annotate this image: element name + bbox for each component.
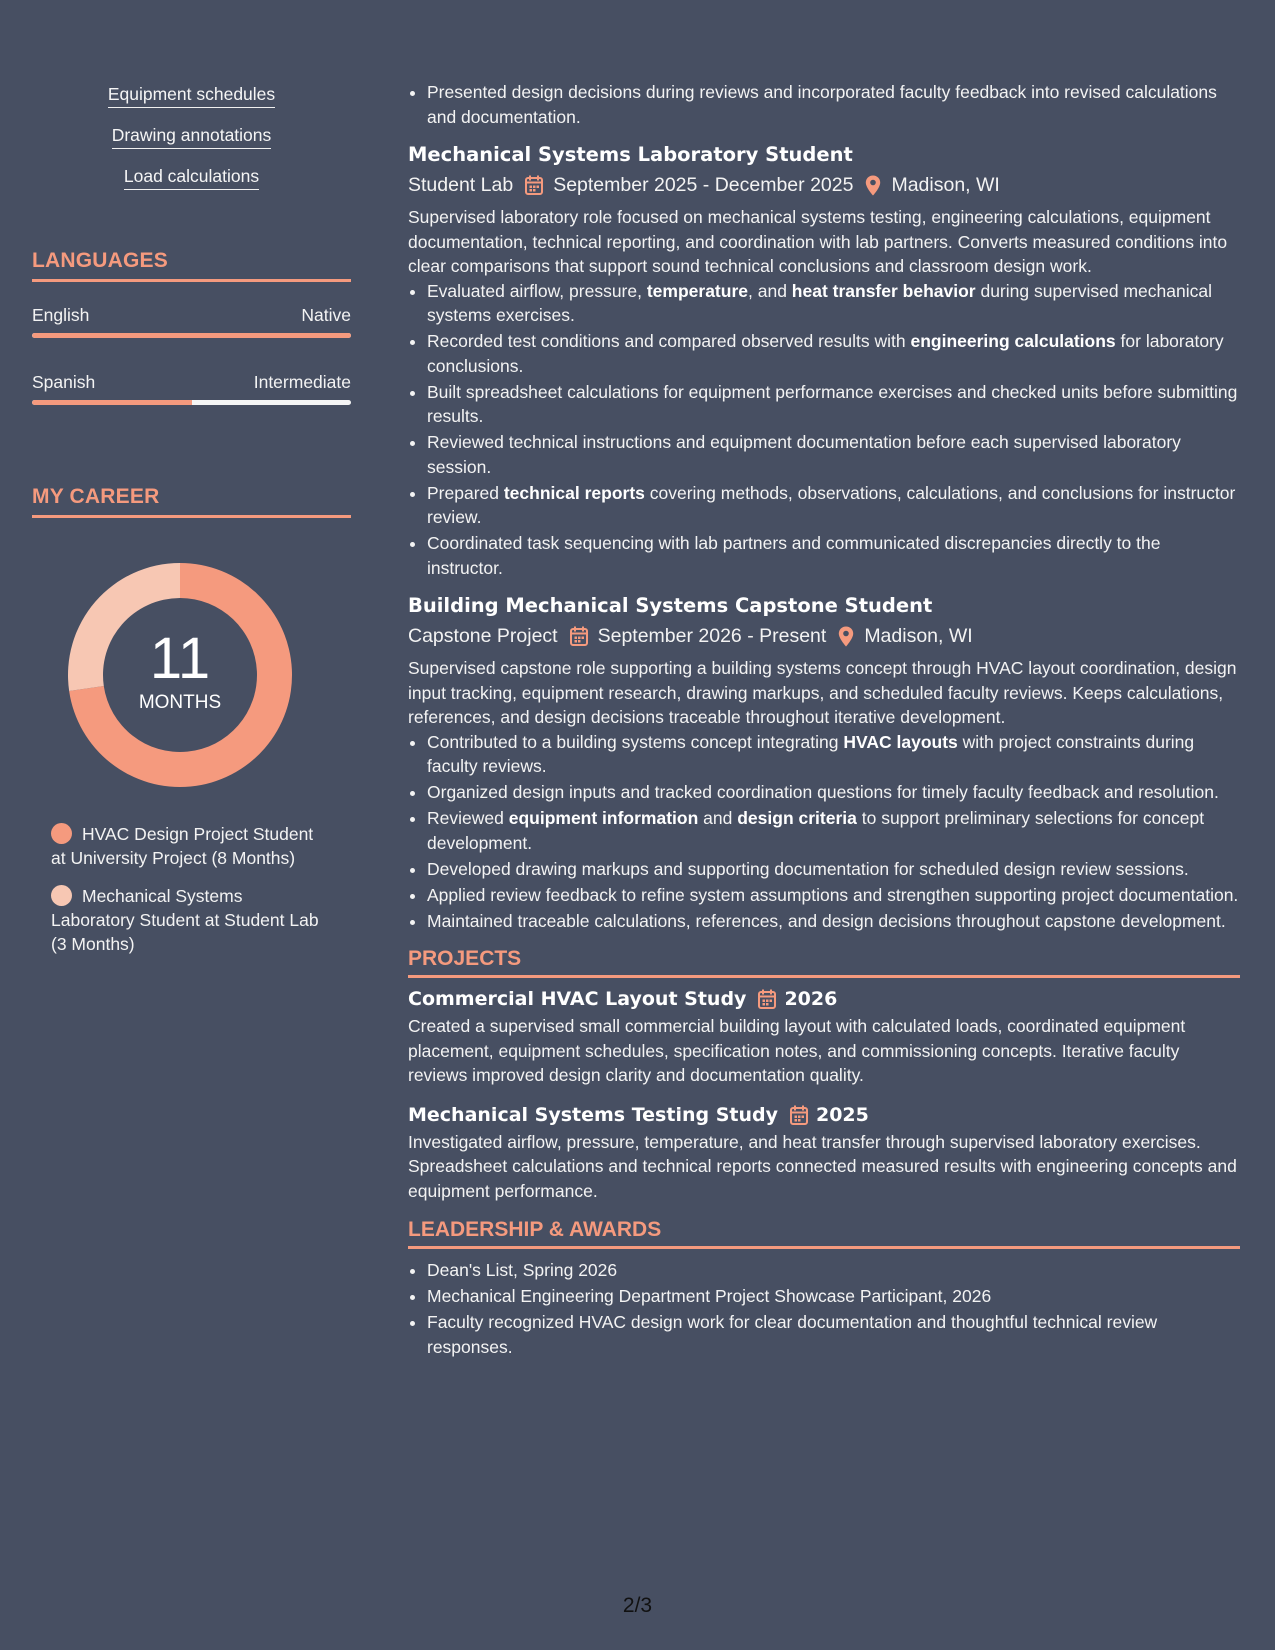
career-total-unit: MONTHS <box>138 692 222 713</box>
map-pin-icon <box>838 626 854 647</box>
career-legend <box>51 822 321 956</box>
sidebar <box>32 84 351 966</box>
skill-item: Load calculations <box>124 166 259 190</box>
job-bullets <box>408 730 1240 934</box>
language-item <box>32 305 351 338</box>
language-level: Native <box>301 305 351 325</box>
career-legend-item <box>51 884 321 956</box>
calendar-icon <box>570 626 588 646</box>
award-item: • Faculty recognized HVAC design work for clear documentation and thoughtful technical review responses. <box>427 1310 1240 1359</box>
awards-heading: LEADERSHIP & AWARDS <box>408 1218 1240 1249</box>
bullet-item: • Developed drawing markups and supporting documentation for scheduled design review sessions. <box>427 857 1240 882</box>
award-item: • Mechanical Engineering Department Project Showcase Participant, 2026 <box>427 1284 1240 1309</box>
job-dates: September 2025 - December 2025 <box>553 174 854 196</box>
job-organization: Student Lab <box>408 174 514 196</box>
career-legend-item <box>51 822 321 870</box>
job-meta <box>408 172 1240 198</box>
project-title-row <box>408 986 1240 1012</box>
career-donut-chart <box>65 560 295 790</box>
career-heading: MY CAREER <box>32 485 351 518</box>
project-title: Mechanical Systems Testing Study <box>408 1103 778 1126</box>
job-dates: September 2026 - Present <box>597 625 827 647</box>
language-level-bar <box>32 400 351 405</box>
map-pin-icon <box>865 175 881 196</box>
language-level-bar <box>32 333 351 338</box>
bullet-item: • Coordinated task sequencing with lab partners and communicated discrepancies directly to the instructor. <box>427 531 1240 580</box>
projects-heading: PROJECTS <box>408 947 1240 978</box>
bullet-item: • Recorded test conditions and compared observed results with engineering calculations for laboratory conclusions. <box>427 329 1240 378</box>
legend-dot <box>51 823 72 844</box>
job-description: Supervised laboratory role focused on mechanical systems testing, engineering calculations, equipment documentation, technical reporting, and coordination with lab partners. Converts measured conditions into clear comparisons that support sound technical conclusions and classroom design work. <box>408 207 1228 276</box>
bullet-item: • Reviewed technical instructions and equipment documentation before each supervised laboratory session. <box>427 430 1240 479</box>
job-title: Mechanical Systems Laboratory Student <box>408 143 853 166</box>
calendar-icon <box>525 175 543 195</box>
career-total-months: 11 <box>149 626 211 691</box>
main-column <box>408 80 1240 1361</box>
project-title: Commercial HVAC Layout Study <box>408 988 747 1010</box>
project-year: 2026 <box>784 988 838 1010</box>
legend-dot <box>51 885 72 906</box>
bullet-item: • Presented design decisions during reviews and incorporated faculty feedback into revised calculations and documentation. <box>427 80 1240 129</box>
calendar-icon <box>790 1105 808 1125</box>
skill-item: Equipment schedules <box>108 84 275 108</box>
legend-text: Mechanical Systems Laboratory Student at Student Lab (3 Months) <box>51 886 319 954</box>
bullet-item: • Maintained traceable calculations, references, and design decisions throughout capstone development. <box>427 909 1240 934</box>
project-title-row <box>408 1102 1240 1128</box>
project-year: 2025 <box>815 1103 869 1126</box>
bullet-item: • Reviewed equipment information and design criteria to support preliminary selections for concept development. <box>427 806 1240 855</box>
award-item: • Dean's List, Spring 2026 <box>427 1258 1240 1283</box>
job-title: Building Mechanical Systems Capstone Student <box>408 594 933 617</box>
job-description: Supervised capstone role supporting a building systems concept through HVAC layout coordination, design input tracking, equipment research, drawing markups, and scheduled faculty reviews. Keeps calculations, references, and design decisions traceable throughout iterative development. <box>408 658 1237 727</box>
languages-heading: LANGUAGES <box>32 249 351 282</box>
language-level-fill <box>32 333 351 338</box>
language-name: Spanish <box>32 372 96 392</box>
bullet-item: • Contributed to a building systems concept integrating HVAC layouts with project constraints during faculty reviews. <box>427 730 1240 779</box>
job-bullets <box>408 279 1240 581</box>
career-donut-center <box>65 560 295 790</box>
language-level: Intermediate <box>253 372 351 392</box>
previous-job-bullets <box>408 80 1240 129</box>
legend-text: HVAC Design Project Student at University Project (8 Months) <box>51 824 314 868</box>
bullet-item: • Organized design inputs and tracked coordination questions for timely faculty feedback and resolution. <box>427 780 1240 805</box>
job-meta <box>408 623 1240 649</box>
experience-entry <box>408 593 1240 933</box>
bullet-item: • Evaluated airflow, pressure, temperature, and heat transfer behavior during supervised mechanical systems exercises. <box>427 279 1240 328</box>
skill-item: Drawing annotations <box>112 125 272 149</box>
language-level-fill <box>32 400 192 405</box>
job-location: Madison, WI <box>864 625 973 647</box>
awards-list <box>408 1258 1240 1359</box>
skill-list <box>32 84 351 207</box>
project-description: Investigated airflow, pressure, temperature, and heat transfer through supervised laboratory exercises. Spreadsheet calculations and technical reports connected measured results with engineering concepts and equipment performance. <box>408 1131 1237 1201</box>
calendar-icon <box>758 989 776 1009</box>
language-name: English <box>32 305 90 325</box>
page-number: 2/3 <box>622 1594 653 1617</box>
project-description: Created a supervised small commercial building layout with calculated loads, coordinated equipment placement, equipment schedules, specification notes, and commissioning concepts. Iterative faculty reviews improved design clarity and documentation quality. <box>408 1016 1186 1085</box>
bullet-item: • Applied review feedback to refine system assumptions and strengthen supporting project documentation. <box>427 883 1240 908</box>
language-item <box>32 372 351 405</box>
project-entry <box>408 1102 1240 1204</box>
job-location: Madison, WI <box>891 174 1000 196</box>
project-entry <box>408 986 1240 1088</box>
bullet-item: • Prepared technical reports covering methods, observations, calculations, and conclusions for instructor review. <box>427 481 1240 530</box>
job-organization: Capstone Project <box>408 625 558 647</box>
experience-entry <box>408 142 1240 580</box>
bullet-item: • Built spreadsheet calculations for equipment performance exercises and checked units before submitting results. <box>427 380 1240 429</box>
